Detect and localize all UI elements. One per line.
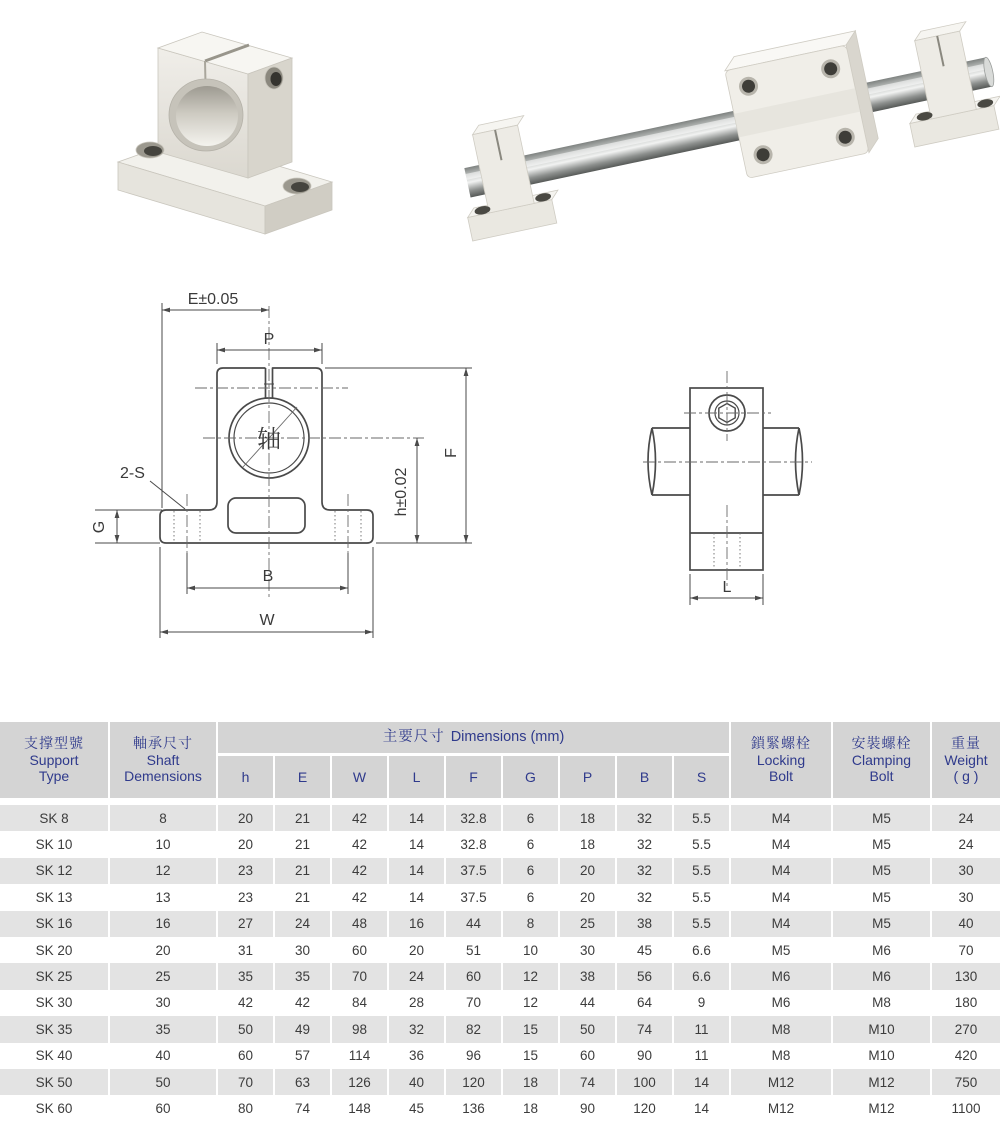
table-cell: 24: [932, 805, 1000, 831]
table-cell: 38: [560, 963, 615, 989]
table-cell: 270: [932, 1016, 1000, 1042]
table-cell: 14: [389, 805, 444, 831]
header-col-f: F: [446, 756, 501, 798]
table-cell: 1100: [932, 1095, 1000, 1121]
header-clamping-bolt: 安裝螺栓 Clamping Bolt: [833, 722, 930, 798]
row-support-type: SK 20: [0, 937, 108, 963]
table-cell: 42: [332, 831, 387, 857]
dim-label-f: F: [443, 448, 460, 458]
table-cell: 420: [932, 1043, 1000, 1069]
table-cell: 40: [932, 911, 1000, 937]
table-cell: M12: [833, 1069, 930, 1095]
front-view-drawing: [91, 291, 472, 638]
table-cell: 18: [560, 805, 615, 831]
table-cell: 27: [218, 911, 273, 937]
table-cell: 15: [503, 1016, 558, 1042]
table-cell: 45: [389, 1095, 444, 1121]
dim-label-b: B: [262, 568, 274, 585]
table-row: [0, 911, 1000, 937]
table-cell: 70: [332, 963, 387, 989]
table-cell: 23: [218, 858, 273, 884]
header-col-b: B: [617, 756, 672, 798]
table-cell: M10: [833, 1016, 930, 1042]
table-cell: M10: [833, 1043, 930, 1069]
table-cell: 32: [617, 858, 672, 884]
table-cell: M8: [731, 1016, 831, 1042]
table-cell: 14: [674, 1095, 729, 1121]
table-cell: 30: [932, 858, 1000, 884]
table-cell: 50: [218, 1016, 273, 1042]
table-cell: 60: [446, 963, 501, 989]
header-col-w: W: [332, 756, 387, 798]
table-cell: M5: [833, 884, 930, 910]
row-support-type: SK 40: [0, 1043, 108, 1069]
table-cell: 15: [503, 1043, 558, 1069]
table-cell: M4: [731, 884, 831, 910]
rail-assembly-illustration: [446, 4, 1000, 241]
table-cell: 57: [275, 1043, 330, 1069]
table-cell: 80: [218, 1095, 273, 1121]
spec-table-body: [0, 805, 1000, 1122]
table-cell: 14: [674, 1069, 729, 1095]
table-cell: 37.5: [446, 884, 501, 910]
header-support-type: 支撑型號 Support Type: [0, 722, 108, 798]
table-cell: 48: [332, 911, 387, 937]
table-cell: 51: [446, 937, 501, 963]
dim-label-h: h±0.02: [393, 467, 410, 517]
table-cell: M12: [833, 1095, 930, 1121]
table-cell: 16: [110, 911, 216, 937]
table-cell: 35: [218, 963, 273, 989]
table-cell: 30: [560, 937, 615, 963]
table-cell: 5.5: [674, 831, 729, 857]
table-cell: 30: [110, 990, 216, 1016]
table-cell: 32: [617, 884, 672, 910]
header-col-l: L: [389, 756, 444, 798]
table-cell: 50: [110, 1069, 216, 1095]
table-cell: 70: [932, 937, 1000, 963]
table-row: [0, 858, 1000, 884]
row-support-type: SK 50: [0, 1069, 108, 1095]
table-row: [0, 1069, 1000, 1095]
table-cell: M6: [833, 937, 930, 963]
table-cell: 42: [332, 858, 387, 884]
table-cell: 10: [110, 831, 216, 857]
table-cell: 35: [110, 1016, 216, 1042]
table-cell: M12: [731, 1095, 831, 1121]
table-cell: M8: [833, 990, 930, 1016]
table-cell: M5: [833, 831, 930, 857]
dim-label-w: W: [259, 612, 275, 629]
table-cell: 63: [275, 1069, 330, 1095]
table-cell: 32.8: [446, 805, 501, 831]
table-cell: 148: [332, 1095, 387, 1121]
header-col-h: h: [218, 756, 273, 798]
table-cell: 11: [674, 1043, 729, 1069]
dim-label-2s: 2-S: [120, 465, 145, 482]
table-cell: 42: [275, 990, 330, 1016]
dim-label-l: L: [722, 579, 732, 596]
table-cell: 8: [110, 805, 216, 831]
table-cell: 82: [446, 1016, 501, 1042]
table-cell: 45: [617, 937, 672, 963]
table-cell: 21: [275, 805, 330, 831]
table-row: [0, 937, 1000, 963]
table-cell: 14: [389, 858, 444, 884]
table-cell: 32: [617, 805, 672, 831]
table-cell: 14: [389, 831, 444, 857]
table-cell: 74: [617, 1016, 672, 1042]
header-locking-bolt: 鎖緊螺栓 Locking Bolt: [731, 722, 831, 798]
table-cell: 6.6: [674, 937, 729, 963]
table-cell: 20: [218, 831, 273, 857]
table-cell: 42: [218, 990, 273, 1016]
table-cell: M4: [731, 805, 831, 831]
table-cell: 8: [503, 911, 558, 937]
table-cell: 12: [503, 963, 558, 989]
row-support-type: SK 8: [0, 805, 108, 831]
table-cell: 9: [674, 990, 729, 1016]
table-cell: 30: [932, 884, 1000, 910]
table-cell: 20: [560, 858, 615, 884]
dim-label-g: G: [91, 520, 108, 534]
table-cell: 5.5: [674, 805, 729, 831]
table-cell: M5: [833, 858, 930, 884]
table-cell: 5.5: [674, 911, 729, 937]
table-cell: 28: [389, 990, 444, 1016]
table-cell: 74: [560, 1069, 615, 1095]
table-cell: M4: [731, 911, 831, 937]
table-cell: 21: [275, 858, 330, 884]
table-cell: M12: [731, 1069, 831, 1095]
header-col-p: P: [560, 756, 615, 798]
table-cell: 21: [275, 884, 330, 910]
dim-label-e: E±0.05: [187, 291, 239, 308]
table-row: [0, 884, 1000, 910]
table-cell: M6: [731, 963, 831, 989]
product-photo-bracket: [60, 10, 365, 250]
product-photo-rail-assembly: [425, 0, 1000, 260]
table-cell: 23: [218, 884, 273, 910]
row-support-type: SK 10: [0, 831, 108, 857]
table-cell: 25: [560, 911, 615, 937]
header-main-dimensions-group: 主要尺寸 Dimensions (mm): [218, 722, 729, 753]
table-cell: 84: [332, 990, 387, 1016]
row-support-type: SK 13: [0, 884, 108, 910]
table-cell: 24: [389, 963, 444, 989]
table-cell: 44: [560, 990, 615, 1016]
table-cell: 30: [275, 937, 330, 963]
row-support-type: SK 35: [0, 1016, 108, 1042]
table-cell: 35: [275, 963, 330, 989]
table-cell: 24: [275, 911, 330, 937]
row-support-type: SK 25: [0, 963, 108, 989]
table-cell: M8: [731, 1043, 831, 1069]
table-cell: 20: [389, 937, 444, 963]
table-cell: 31: [218, 937, 273, 963]
table-cell: 120: [446, 1069, 501, 1095]
table-cell: 180: [932, 990, 1000, 1016]
bracket-illustration: [118, 32, 332, 234]
table-cell: 44: [446, 911, 501, 937]
table-cell: 32: [389, 1016, 444, 1042]
table-cell: 70: [446, 990, 501, 1016]
table-row: [0, 805, 1000, 831]
table-row: [0, 1043, 1000, 1069]
table-cell: 5.5: [674, 858, 729, 884]
table-cell: 90: [560, 1095, 615, 1121]
header-col-e: E: [275, 756, 330, 798]
table-cell: 60: [110, 1095, 216, 1121]
table-row: [0, 831, 1000, 857]
table-cell: 74: [275, 1095, 330, 1121]
bore-label-shaft: 轴: [257, 426, 281, 453]
table-cell: 6: [503, 858, 558, 884]
table-cell: M5: [833, 805, 930, 831]
table-cell: 100: [617, 1069, 672, 1095]
table-cell: 16: [389, 911, 444, 937]
table-cell: 32: [617, 831, 672, 857]
table-cell: 6: [503, 884, 558, 910]
table-cell: 20: [218, 805, 273, 831]
header-weight: 重量 Weight ( g ): [932, 722, 1000, 798]
table-cell: 40: [110, 1043, 216, 1069]
table-cell: 12: [503, 990, 558, 1016]
table-cell: 40: [389, 1069, 444, 1095]
table-cell: 96: [446, 1043, 501, 1069]
spec-table: [0, 722, 1000, 1122]
table-cell: M5: [833, 911, 930, 937]
table-cell: 12: [110, 858, 216, 884]
table-cell: 25: [110, 963, 216, 989]
table-cell: 56: [617, 963, 672, 989]
table-cell: 18: [560, 831, 615, 857]
row-support-type: SK 60: [0, 1095, 108, 1121]
header-col-s: S: [674, 756, 729, 798]
table-cell: 6: [503, 805, 558, 831]
table-cell: 38: [617, 911, 672, 937]
table-cell: 130: [932, 963, 1000, 989]
table-cell: 18: [503, 1095, 558, 1121]
header-col-g: G: [503, 756, 558, 798]
table-cell: 114: [332, 1043, 387, 1069]
table-cell: 42: [332, 805, 387, 831]
table-cell: 24: [932, 831, 1000, 857]
table-row: [0, 963, 1000, 989]
table-cell: M5: [731, 937, 831, 963]
table-cell: M4: [731, 858, 831, 884]
spec-table-header: [0, 722, 1000, 798]
table-cell: 14: [389, 884, 444, 910]
table-cell: 6.6: [674, 963, 729, 989]
header-shaft-dimensions: 軸承尺寸 Shaft Demensions: [110, 722, 216, 798]
table-cell: 32.8: [446, 831, 501, 857]
table-cell: 60: [560, 1043, 615, 1069]
table-cell: 6: [503, 831, 558, 857]
table-cell: 126: [332, 1069, 387, 1095]
table-cell: 750: [932, 1069, 1000, 1095]
table-cell: 60: [332, 937, 387, 963]
table-cell: M6: [833, 963, 930, 989]
row-support-type: SK 16: [0, 911, 108, 937]
table-cell: 11: [674, 1016, 729, 1042]
table-cell: 20: [110, 937, 216, 963]
table-row: [0, 1016, 1000, 1042]
table-cell: 10: [503, 937, 558, 963]
side-view-drawing: [643, 371, 812, 605]
table-cell: 36: [389, 1043, 444, 1069]
table-cell: 98: [332, 1016, 387, 1042]
table-cell: 21: [275, 831, 330, 857]
dim-label-p: P: [263, 331, 275, 348]
table-cell: 90: [617, 1043, 672, 1069]
table-cell: 18: [503, 1069, 558, 1095]
table-cell: M4: [731, 831, 831, 857]
table-cell: 64: [617, 990, 672, 1016]
table-cell: 13: [110, 884, 216, 910]
table-cell: 20: [560, 884, 615, 910]
table-cell: 60: [218, 1043, 273, 1069]
table-cell: 5.5: [674, 884, 729, 910]
dimension-drawing: [0, 275, 1000, 705]
table-cell: 120: [617, 1095, 672, 1121]
row-support-type: SK 30: [0, 990, 108, 1016]
table-cell: 42: [332, 884, 387, 910]
row-support-type: SK 12: [0, 858, 108, 884]
table-cell: M6: [731, 990, 831, 1016]
table-cell: 136: [446, 1095, 501, 1121]
table-row: [0, 990, 1000, 1016]
table-cell: 70: [218, 1069, 273, 1095]
table-cell: 50: [560, 1016, 615, 1042]
linear-bearing-block: [722, 31, 880, 179]
table-cell: 37.5: [446, 858, 501, 884]
table-row: [0, 1095, 1000, 1121]
table-cell: 49: [275, 1016, 330, 1042]
